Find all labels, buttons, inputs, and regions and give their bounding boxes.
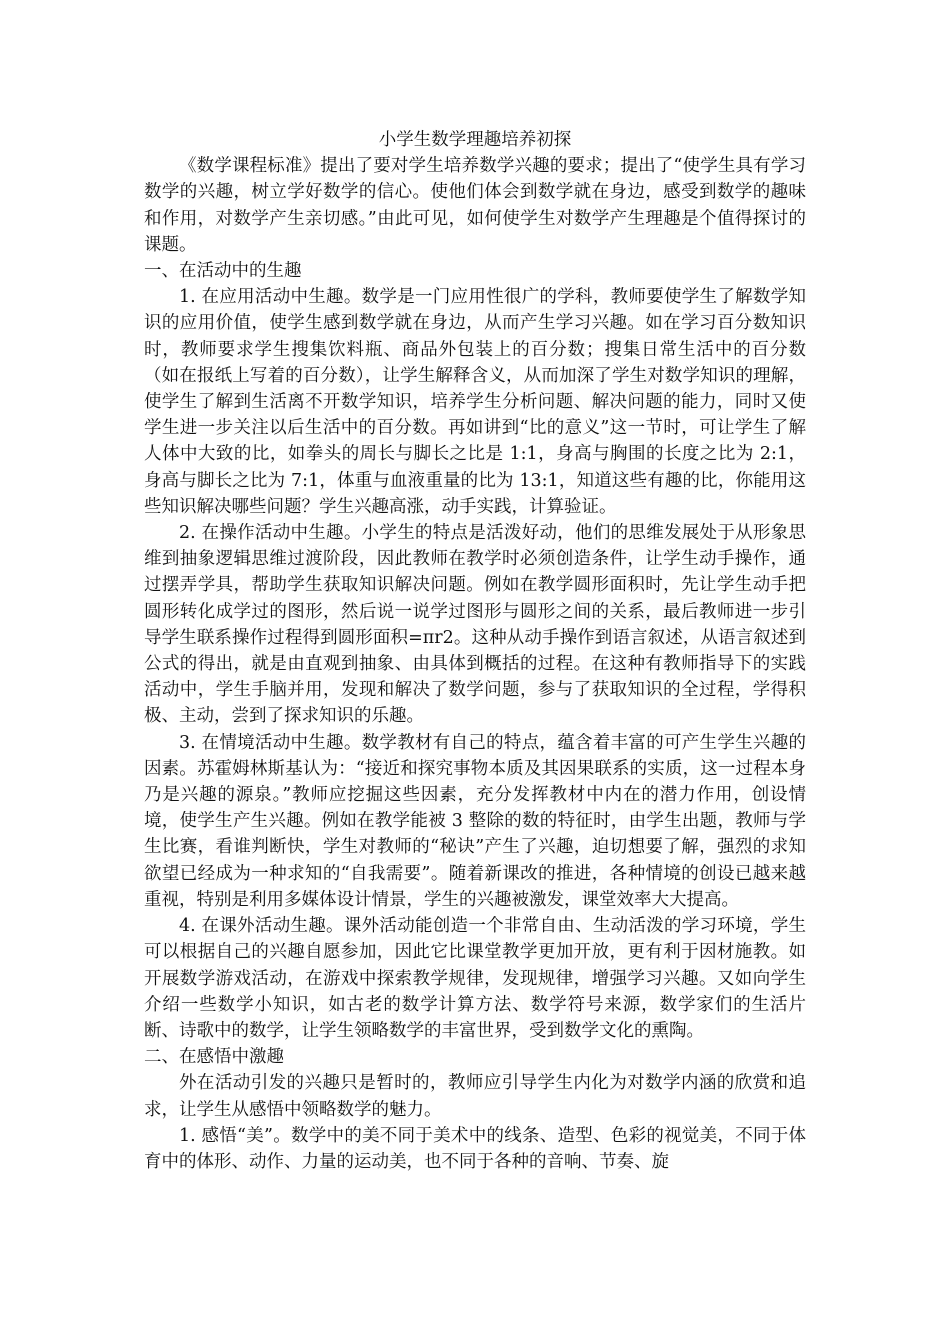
paragraph-situation-activity: 3. 在情境活动中生趣。数学教材有自己的特点，蕴含着丰富的可产生学生兴趣的因素。苏霍姆林斯基认为：“接近和探究事物本质及其因果联系的实质，这一过程本身乃是兴趣的源泉。”教师应挖掘这些因素，充分发挥教材中内在的潜力作用，创设情境，使学生产生兴趣。例如在教学能被 3 整除的数的特征时，由学生出题，教师与学生比赛，看谁判断快，学生对教师的“秘诀”产生了兴趣，迫切想要了解，强烈的求知欲望已经成为一种求知的“自我需要”。随着新课改的推进，各种情境的创设已越来越重视，特别是利用多媒体设计情景，学生的兴趣被激发，课堂效率大大提高。 — [144, 732, 806, 910]
section-heading-2: 二、在感悟中激趣 — [144, 1047, 284, 1068]
paragraph-operation-activity: 2. 在操作活动中生趣。小学生的特点是活泼好动，他们的思维发展处于从形象思维到抽象逻辑思维过渡阶段，因此教师在教学时必须创造条件，让学生动手操作，通过摆弄学具，帮助学生获取知识解决问题。例如在教学圆形面积时，先让学生动手把圆形转化成学过的图形，然后说一说学过图形与圆形之间的关系，最后教师进一步引导学生联系操作过程得到圆形面积=πr2。这种从动手操作到语言叙述，从语言叙述到公式的得出，就是由直观到抽象、由具体到概括的过程。在这种有教师指导下的实践活动中，学生手脑并用，发现和解决了数学问题，参与了获取知识的全过程，学得积极、主动，尝到了探求知识的乐趣。 — [144, 523, 806, 727]
paragraph-perceive-beauty: 1. 感悟“美”。数学中的美不同于美术中的线条、造型、色彩的视觉美，不同于体育中的体形、动作、力量的运动美，也不同于各种的音响、节奏、旋 — [144, 1125, 806, 1172]
paragraph-application-activity: 1. 在应用活动中生趣。数学是一门应用性很广的学科，教师要使学生了解数学知识的应用价值，使学生感到数学就在身边，从而产生学习兴趣。如在学习百分数知识时，教师要求学生搜集饮料瓶、商品外包装上的百分数；搜集日常生活中的百分数（如在报纸上写着的百分数），让学生解释含义，从而加深了学生对数学知识的理解，使学生了解到生活离不开数学知识，培养学生分析问题、解决问题的能力，同时又使学生进一步关注以后生活中的百分数。再如讲到“比的意义”这一节时，可让学生了解人体中大致的比，如拳头的周长与脚长之比是 1:1，身高与胸围的长度之比为 2:1，身高与脚长之比为 7:1，体重与血液重量的比为 13:1，知道这些有趣的比，你能用这些知识解决哪些问题？学生兴趣高涨，动手实践，计算验证。 — [144, 287, 806, 517]
paragraph-internalization: 外在活动引发的兴趣只是暂时的，教师应引导学生内化为对数学内涵的欣赏和追求，让学生从感悟中领略数学的魅力。 — [144, 1073, 806, 1120]
intro-paragraph: 《数学课程标准》提出了要对学生培养数学兴趣的要求；提出了“使学生具有学习数学的兴趣，树立学好数学的信心。使他们体会到数学就在身边，感受到数学的趣味和作用，对数学产生亲切感。”由此可见，如何使学生对数学产生理趣是个值得探讨的课题。 — [144, 156, 806, 255]
paragraph-extracurricular-activity: 4. 在课外活动生趣。课外活动能创造一个非常自由、生动活泼的学习环境，学生可以根据自己的兴趣自愿参加，因此它比课堂教学更加开放，更有利于因材施教。如开展数学游戏活动，在游戏中探索教学规律，发现规律，增强学习兴趣。又如向学生介绍一些数学小知识，如古老的数学计算方法、数学符号来源，数学家们的生活片断、诗歌中的数学，让学生领略数学的丰富世界，受到数学文化的熏陶。 — [144, 916, 806, 1041]
document-page — [144, 127, 806, 1175]
section-heading-1: 一、在活动中的生趣 — [144, 261, 302, 282]
document-title: 小学生数学理趣培养初探 — [378, 130, 572, 150]
